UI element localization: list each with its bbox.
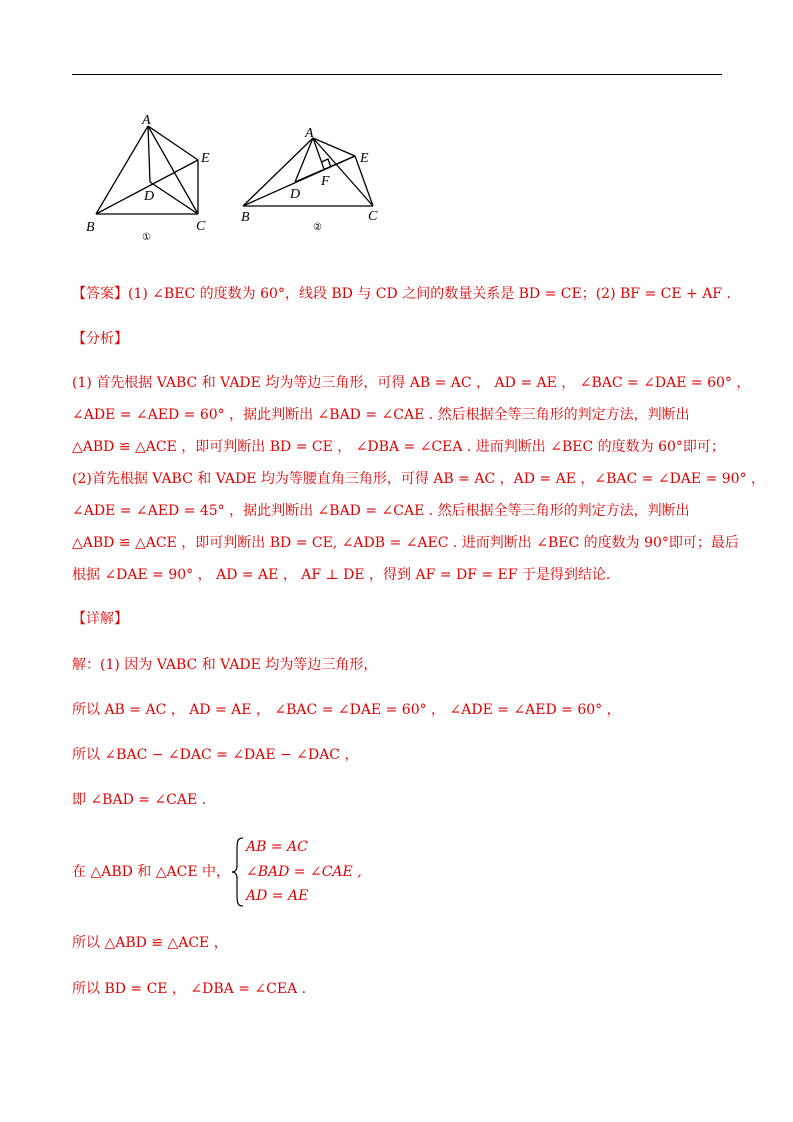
analysis-line: 根据 ∠DAE = 90° ， AD = AE ， AF ⊥ DE ，得到 AF = DF = EF 于是得到结论. bbox=[72, 567, 611, 583]
fig1-label-a: A bbox=[142, 113, 151, 128]
system-equation: AB = AC bbox=[246, 839, 308, 855]
answer-line: 【答案】(1) ∠BEC 的度数为 60°，线段 BD 与 CD 之间的数量关系是 BD = CE；(2) BF = CE + AF . bbox=[72, 286, 731, 302]
analysis-line: (2)首先根据 VABC 和 VADE 均为等腰直角三角形，可得 AB = AC ，AD = AE ，∠BAC = ∠DAE = 90° ， bbox=[72, 471, 766, 487]
fig2-label-d: D bbox=[290, 187, 301, 202]
fig1-label-c: C bbox=[196, 219, 206, 234]
system-equation: AD = AE bbox=[246, 888, 309, 904]
fig1-label-d: D bbox=[144, 189, 155, 204]
figure-2 bbox=[235, 120, 395, 235]
fig2-label-a: A bbox=[305, 126, 314, 141]
fig2-label-b: B bbox=[241, 210, 250, 225]
fig1-label-e: E bbox=[201, 151, 210, 166]
system-brace bbox=[230, 836, 246, 908]
analysis-line: (1) 首先根据 VABC 和 VADE 均为等边三角形，可得 AB = AC ， AD = AE ， ∠BAC = ∠DAE = 60° ， bbox=[72, 375, 751, 391]
solution-line: 所以 BD = CE ， ∠DBA = ∠CEA . bbox=[72, 981, 307, 997]
analysis-heading: 【分析】 bbox=[72, 331, 128, 347]
fig1-caption: ① bbox=[142, 232, 151, 243]
solution-line: 在 △ABD 和 △ACE 中， bbox=[72, 864, 230, 880]
fig2-label-c: C bbox=[368, 209, 378, 224]
solution-line: 所以 ∠BAC − ∠DAC = ∠DAE − ∠DAC ， bbox=[72, 747, 359, 763]
solution-line: 即 ∠BAD = ∠CAE . bbox=[72, 792, 207, 808]
solution-line: 所以 △ABD ≌ △ACE ， bbox=[72, 935, 228, 951]
solution-line: 所以 AB = AC ， AD = AE ， ∠BAC = ∠DAE = 60° ， ∠ADE = ∠AED = 60° ， bbox=[72, 702, 621, 718]
solution-line: 解：(1) 因为 VABC 和 VADE 均为等边三角形， bbox=[72, 657, 378, 673]
header-rule bbox=[72, 74, 722, 75]
fig1-label-b: B bbox=[86, 220, 95, 235]
analysis-line: ∠ADE = ∠AED = 60° ，据此判断出 ∠BAD = ∠CAE . 然后根据全等三角形的判定方法，判断出 bbox=[72, 407, 690, 423]
system-equation: ∠BAD = ∠CAE , bbox=[246, 864, 362, 880]
figure-1 bbox=[80, 110, 230, 245]
fig2-label-e: E bbox=[360, 151, 369, 166]
detail-heading: 【详解】 bbox=[72, 611, 128, 627]
analysis-line: △ABD ≌ △ACE ，即可判断出 BD = CE ， ∠DBA = ∠CEA . 进而判断出 ∠BEC 的度数为 60°即可； bbox=[72, 439, 725, 455]
fig2-caption: ② bbox=[313, 222, 322, 233]
analysis-line: △ABD ≌ △ACE ，即可判断出 BD = CE, ∠ADB = ∠AEC . 进而判断出 ∠BEC 的度数为 90°即可；最后 bbox=[72, 535, 739, 551]
analysis-line: ∠ADE = ∠AED = 45° ，据此判断出 ∠BAD = ∠CAE . 然后根据全等三角形的判定方法，判断出 bbox=[72, 503, 690, 519]
fig2-label-f: F bbox=[321, 174, 330, 189]
